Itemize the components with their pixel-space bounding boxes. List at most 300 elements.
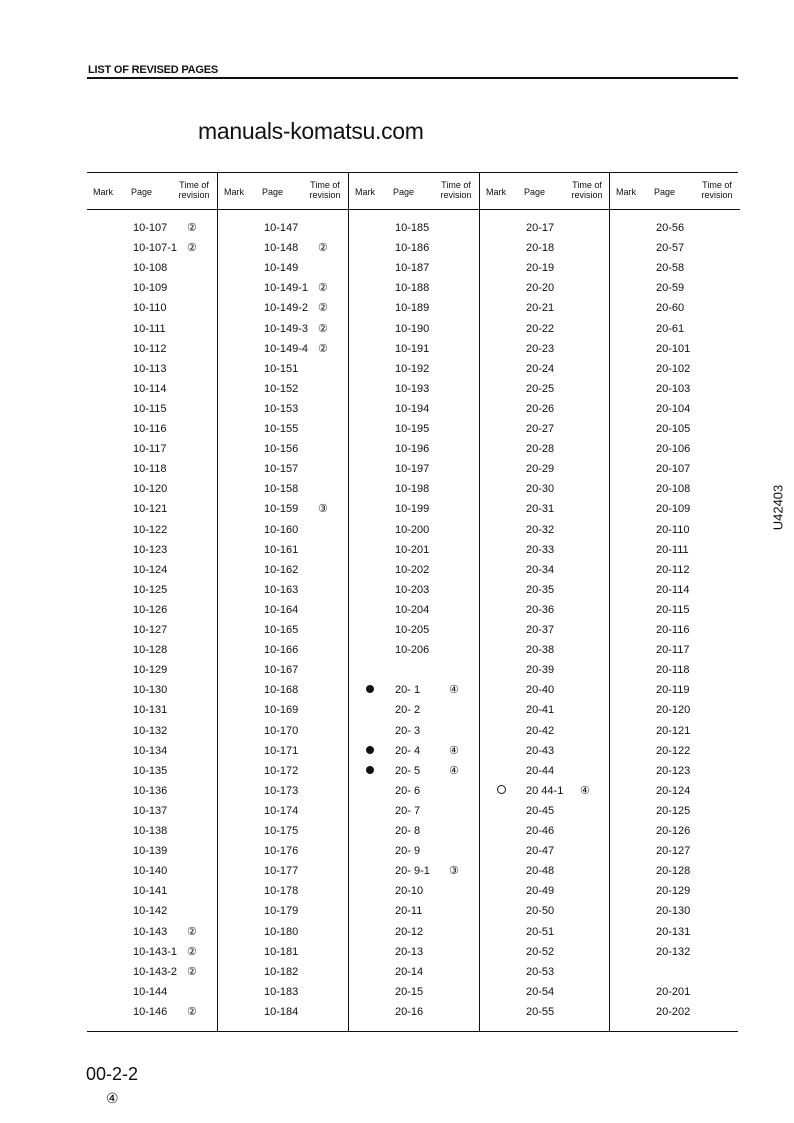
open-circle-mark-icon [494, 785, 508, 797]
table-row [480, 441, 610, 461]
table-row [218, 260, 348, 280]
page-cell: 10-143-2 [133, 965, 178, 978]
header-mark: Mark [486, 187, 506, 197]
table-row [87, 321, 217, 341]
page-cell: 10-196 [395, 443, 430, 456]
table-row [87, 642, 217, 662]
header-page: Page [393, 187, 415, 197]
table-row [610, 461, 740, 481]
table-row [218, 280, 348, 300]
table-row [610, 863, 740, 883]
table-row [349, 522, 479, 542]
table-row [87, 522, 217, 542]
page-cell: 10-129 [133, 664, 168, 677]
table-row [610, 220, 740, 240]
page-cell: 20-110 [656, 523, 690, 536]
filled-circle-mark-icon [363, 684, 377, 696]
page-cell: 10-149-1 [264, 282, 309, 295]
page-cell: 20-121 [656, 724, 691, 737]
page-cell: 10-138 [133, 825, 168, 837]
table-row [610, 300, 740, 320]
page-cell: 10-200 [395, 523, 430, 536]
page-cell: 20-201 [656, 985, 691, 998]
table-row [349, 300, 479, 320]
table-row [610, 642, 740, 662]
page-cell: 20- 3 [395, 724, 421, 737]
revision-cell: ② [318, 342, 328, 355]
table-row [87, 240, 217, 260]
page-cell: 10-115 [133, 402, 167, 415]
table-row [218, 622, 348, 642]
page-cell: 10-142 [133, 905, 168, 918]
page-cell: 20-108 [656, 483, 691, 496]
table-row [480, 1004, 610, 1024]
table-row [480, 984, 610, 1004]
table-row [480, 662, 610, 682]
page-cell: 20-41 [526, 704, 555, 717]
table-row [480, 582, 610, 602]
table-row [480, 421, 610, 441]
page-cell: 10-192 [395, 362, 430, 375]
table-row [349, 783, 479, 803]
table-row [349, 702, 479, 722]
page-cell: 10-177 [264, 865, 299, 878]
header-mark: Mark [224, 187, 244, 197]
title-divider [87, 77, 738, 79]
page-cell: 10-109 [133, 282, 168, 295]
revision-cell: ② [318, 302, 328, 315]
page-cell: 10-202 [395, 563, 430, 576]
table-row [87, 461, 217, 481]
table-row [610, 602, 740, 622]
table-row [218, 723, 348, 743]
table-row [87, 944, 217, 964]
page-cell: 20-11 [395, 905, 423, 918]
page-cell: 10-190 [395, 322, 430, 335]
page-cell: 20-115 [656, 603, 690, 616]
page-cell: 20-119 [656, 684, 690, 697]
table-row [480, 461, 610, 481]
page-cell: 20- 2 [395, 704, 421, 717]
column-header [87, 173, 217, 210]
page-cell: 20-131 [656, 925, 691, 938]
revision-cell: ② [187, 945, 197, 958]
table-row [480, 300, 610, 320]
page-cell: 10-191 [395, 342, 430, 355]
page-cell: 20-26 [526, 402, 555, 415]
table-row [480, 803, 610, 823]
table-row [218, 341, 348, 361]
table-row [218, 763, 348, 783]
page-cell: 20-118 [656, 664, 690, 677]
table-row [349, 240, 479, 260]
page-cell: 20-103 [656, 382, 691, 395]
table-row [87, 300, 217, 320]
header-page: Page [524, 187, 546, 197]
page-cell: 10-123 [133, 543, 168, 556]
header-time-of-revision: Time of revision [178, 180, 210, 200]
table-row [87, 702, 217, 722]
filled-circle-mark-icon [363, 745, 377, 757]
page-cell: 10-113 [133, 362, 167, 375]
page-cell: 20-61 [656, 322, 685, 335]
page-cell: 10-205 [395, 624, 430, 636]
page-cell: 20-49 [526, 885, 555, 898]
page-cell: 20- 1 [395, 684, 421, 697]
table-row [610, 501, 740, 521]
table-row [610, 441, 740, 461]
page-cell: 20-129 [656, 885, 691, 898]
table-row [480, 964, 610, 984]
page-cell: 20-40 [526, 684, 555, 697]
table-column-group [348, 173, 479, 1031]
page-cell: 20-111 [656, 543, 689, 556]
table-row [349, 602, 479, 622]
page-cell: 10-162 [264, 563, 299, 576]
page-cell: 20-28 [526, 443, 555, 456]
table-row [480, 642, 610, 662]
table-row [218, 863, 348, 883]
page-cell: 10-161 [264, 543, 299, 556]
page-cell: 20-32 [526, 523, 555, 536]
page-cell: 20-33 [526, 543, 555, 556]
page-cell: 10-117 [133, 443, 167, 456]
table-row [480, 321, 610, 341]
page-cell: 10-124 [133, 563, 168, 576]
table-row [610, 1004, 740, 1024]
page-cell: 10-195 [395, 423, 430, 435]
page-cell: 20- 5 [395, 764, 421, 777]
table-row [349, 823, 479, 843]
table-row [218, 361, 348, 381]
table-row [349, 682, 479, 702]
page-cell: 10-194 [395, 402, 430, 415]
page-cell: 10-149-4 [264, 342, 309, 355]
page-cell: 10-170 [264, 724, 299, 737]
page-cell: 10-134 [133, 744, 168, 757]
page-cell: 20-35 [526, 583, 555, 596]
page-cell: 20-53 [526, 965, 555, 978]
table-row [349, 381, 479, 401]
table-row [349, 501, 479, 521]
table-row [87, 602, 217, 622]
page-cell: 20- 9-1 [395, 865, 430, 878]
page-cell: 20-34 [526, 563, 555, 576]
header-mark: Mark [93, 187, 113, 197]
table-row [610, 682, 740, 702]
page-title: LIST OF REVISED PAGES [88, 64, 219, 76]
table-row [218, 501, 348, 521]
header-time-of-revision: Time of revision [701, 180, 733, 200]
table-row [218, 783, 348, 803]
page-cell: 10-156 [264, 443, 299, 456]
table-row [87, 622, 217, 642]
page-cell: 20-114 [656, 583, 690, 596]
page-cell: 10-165 [264, 624, 299, 636]
page-cell: 10-122 [133, 523, 168, 536]
table-row [610, 924, 740, 944]
page-cell: 20-126 [656, 825, 691, 837]
page-cell: 10-141 [133, 885, 168, 898]
page-cell: 20-124 [656, 784, 691, 797]
table-row [218, 602, 348, 622]
page-cell: 10-169 [264, 704, 299, 717]
revision-cell: ③ [449, 865, 459, 878]
table-row [480, 260, 610, 280]
page-cell: 10-204 [395, 603, 430, 616]
table-row [87, 662, 217, 682]
page-cell: 20-102 [656, 362, 691, 375]
page-cell: 20-101 [656, 342, 691, 355]
table-row [349, 321, 479, 341]
watermark: manuals-komatsu.com [198, 118, 424, 144]
page-cell: 10-189 [395, 302, 430, 315]
table-row [87, 984, 217, 1004]
page-cell: 20-37 [526, 624, 555, 636]
page-cell: 10-174 [264, 804, 299, 817]
page-cell: 20- 8 [395, 825, 421, 837]
table-row [349, 220, 479, 240]
table-row [87, 260, 217, 280]
table-row [218, 803, 348, 823]
page-cell: 20- 4 [395, 744, 421, 757]
table-row [218, 642, 348, 662]
table-row [610, 341, 740, 361]
table-row [349, 763, 479, 783]
page-cell: 10-139 [133, 845, 168, 858]
page-cell: 20-47 [526, 845, 555, 858]
table-row [480, 240, 610, 260]
column-header [349, 173, 479, 210]
page-cell: 10-163 [264, 583, 299, 596]
table-row [610, 522, 740, 542]
header-page: Page [262, 187, 284, 197]
page-cell: 10-116 [133, 423, 167, 435]
page-cell: 20-48 [526, 865, 555, 878]
table-row [218, 300, 348, 320]
table-row [349, 843, 479, 863]
table-row [610, 361, 740, 381]
table-row [480, 682, 610, 702]
page-cell: 20-106 [656, 443, 691, 456]
page-cell: 20-51 [526, 925, 555, 938]
table-row [610, 883, 740, 903]
page-cell: 10-197 [395, 463, 430, 476]
page-cell: 20-21 [526, 302, 555, 315]
table-row [218, 662, 348, 682]
page-cell: 20-116 [656, 624, 690, 636]
table-row [349, 361, 479, 381]
page-cell: 10-180 [264, 925, 299, 938]
page-cell: 20-45 [526, 804, 555, 817]
revision-cell: ② [187, 1005, 197, 1018]
revision-cell: ② [318, 242, 328, 255]
page-cell: 20-130 [656, 905, 691, 918]
table-row [610, 823, 740, 843]
table-row [349, 481, 479, 501]
page-cell: 10-132 [133, 724, 168, 737]
table-row [218, 421, 348, 441]
page-cell: 10-181 [264, 945, 299, 958]
page-cell: 20-55 [526, 1005, 555, 1018]
page-cell: 20-30 [526, 483, 555, 496]
header-time-of-revision: Time of revision [571, 180, 603, 200]
table-row [349, 562, 479, 582]
page-cell: 10-151 [264, 362, 299, 375]
page-cell: 10-185 [395, 222, 430, 234]
page-cell: 20-44 [526, 764, 555, 777]
table-row [480, 924, 610, 944]
table-row [218, 562, 348, 582]
page-cell: 10-149-2 [264, 302, 309, 315]
table-row [480, 903, 610, 923]
table-row [610, 280, 740, 300]
table-row [349, 743, 479, 763]
page-cell: 20-27 [526, 423, 555, 435]
table-row [218, 823, 348, 843]
table-row [610, 260, 740, 280]
page-cell: 10-179 [264, 905, 299, 918]
table-row [610, 481, 740, 501]
page-cell: 20-58 [656, 262, 685, 275]
table-row [87, 763, 217, 783]
table-row [480, 562, 610, 582]
revision-cell: ④ [580, 784, 590, 797]
table-row [87, 843, 217, 863]
table-row [87, 903, 217, 923]
page-cell: 10-131 [133, 704, 168, 717]
page-cell: 20-52 [526, 945, 555, 958]
table-row [610, 662, 740, 682]
table-row [480, 863, 610, 883]
revision-cell: ④ [449, 744, 459, 757]
page-cell: 20-31 [526, 503, 555, 516]
table-row [610, 702, 740, 722]
table-row [218, 682, 348, 702]
table-row [349, 964, 479, 984]
page-cell: 10-127 [133, 624, 168, 636]
page-cell: 10-125 [133, 583, 168, 596]
page-cell: 20-105 [656, 423, 691, 435]
page-cell: 20-18 [526, 242, 555, 255]
table-row [610, 763, 740, 783]
page-number: 00-2-2 [86, 1064, 139, 1084]
page-cell: 20-57 [656, 242, 685, 255]
table-row [349, 421, 479, 441]
table-column-group [479, 173, 610, 1031]
revision-cell: ② [318, 282, 328, 295]
page-cell: 10-136 [133, 784, 168, 797]
table-row [610, 944, 740, 964]
table-row [87, 924, 217, 944]
page-cell: 10-155 [264, 423, 299, 435]
page-cell: 10-143-1 [133, 945, 178, 958]
table-row [480, 783, 610, 803]
header-page: Page [131, 187, 153, 197]
table-row [480, 361, 610, 381]
table-row [218, 321, 348, 341]
page-cell: 20-36 [526, 603, 555, 616]
table-row [87, 341, 217, 361]
table-row [349, 1004, 479, 1024]
page-cell: 10-130 [133, 684, 168, 697]
header-page: Page [654, 187, 676, 197]
page-cell: 20-132 [656, 945, 691, 958]
table-row [87, 863, 217, 883]
page-cell: 10-153 [264, 402, 299, 415]
page-cell: 20-22 [526, 322, 555, 335]
page-revision-mark: ④ [106, 1090, 119, 1106]
page-cell: 10-201 [395, 543, 430, 556]
page-cell: 20-10 [395, 885, 424, 898]
table-row [218, 883, 348, 903]
table-row [610, 743, 740, 763]
page-cell: 20- 9 [395, 845, 421, 858]
page-cell: 10-173 [264, 784, 299, 797]
table-row [610, 723, 740, 743]
page-cell: 20-12 [395, 925, 424, 938]
table-row [218, 441, 348, 461]
table-row [349, 662, 479, 682]
page-cell: 20-60 [656, 302, 685, 315]
page-cell: 10-206 [395, 644, 430, 657]
page-cell: 10-121 [133, 503, 168, 516]
page-cell: 20-122 [656, 744, 691, 757]
page-cell: 10-148 [264, 242, 299, 255]
page-cell: 10-120 [133, 483, 168, 496]
table-row [610, 401, 740, 421]
table-row [218, 522, 348, 542]
page-cell: 20- 7 [395, 804, 421, 817]
table-row [610, 582, 740, 602]
table-row [218, 843, 348, 863]
table-row [218, 944, 348, 964]
table-row [218, 903, 348, 923]
header-mark: Mark [355, 187, 375, 197]
page-cell: 20-39 [526, 664, 555, 677]
header-time-of-revision: Time of revision [440, 180, 472, 200]
page-cell: 10-111 [133, 322, 166, 335]
table-row [610, 843, 740, 863]
table-row [349, 401, 479, 421]
table-row [349, 863, 479, 883]
page-cell: 10-149-3 [264, 322, 309, 335]
page-cell: 10-160 [264, 523, 299, 536]
column-header [218, 173, 348, 210]
page-cell: 10-114 [133, 382, 167, 395]
table-row [610, 903, 740, 923]
page-cell: 10-182 [264, 965, 299, 978]
table-row [87, 381, 217, 401]
table-row [87, 421, 217, 441]
table-column-group [87, 173, 217, 1031]
table-row [218, 1004, 348, 1024]
table-row [87, 220, 217, 240]
table-row [87, 562, 217, 582]
page-cell: 20-120 [656, 704, 691, 717]
table-row [87, 441, 217, 461]
page-cell: 20-125 [656, 804, 691, 817]
table-row [349, 903, 479, 923]
page-cell: 10-178 [264, 885, 299, 898]
page-cell: 20-59 [656, 282, 685, 295]
table-row [610, 421, 740, 441]
table-row [218, 220, 348, 240]
page-cell: 10-172 [264, 764, 299, 777]
page-cell: 20-128 [656, 865, 691, 878]
page-cell: 10-137 [133, 804, 168, 817]
table-row [87, 280, 217, 300]
